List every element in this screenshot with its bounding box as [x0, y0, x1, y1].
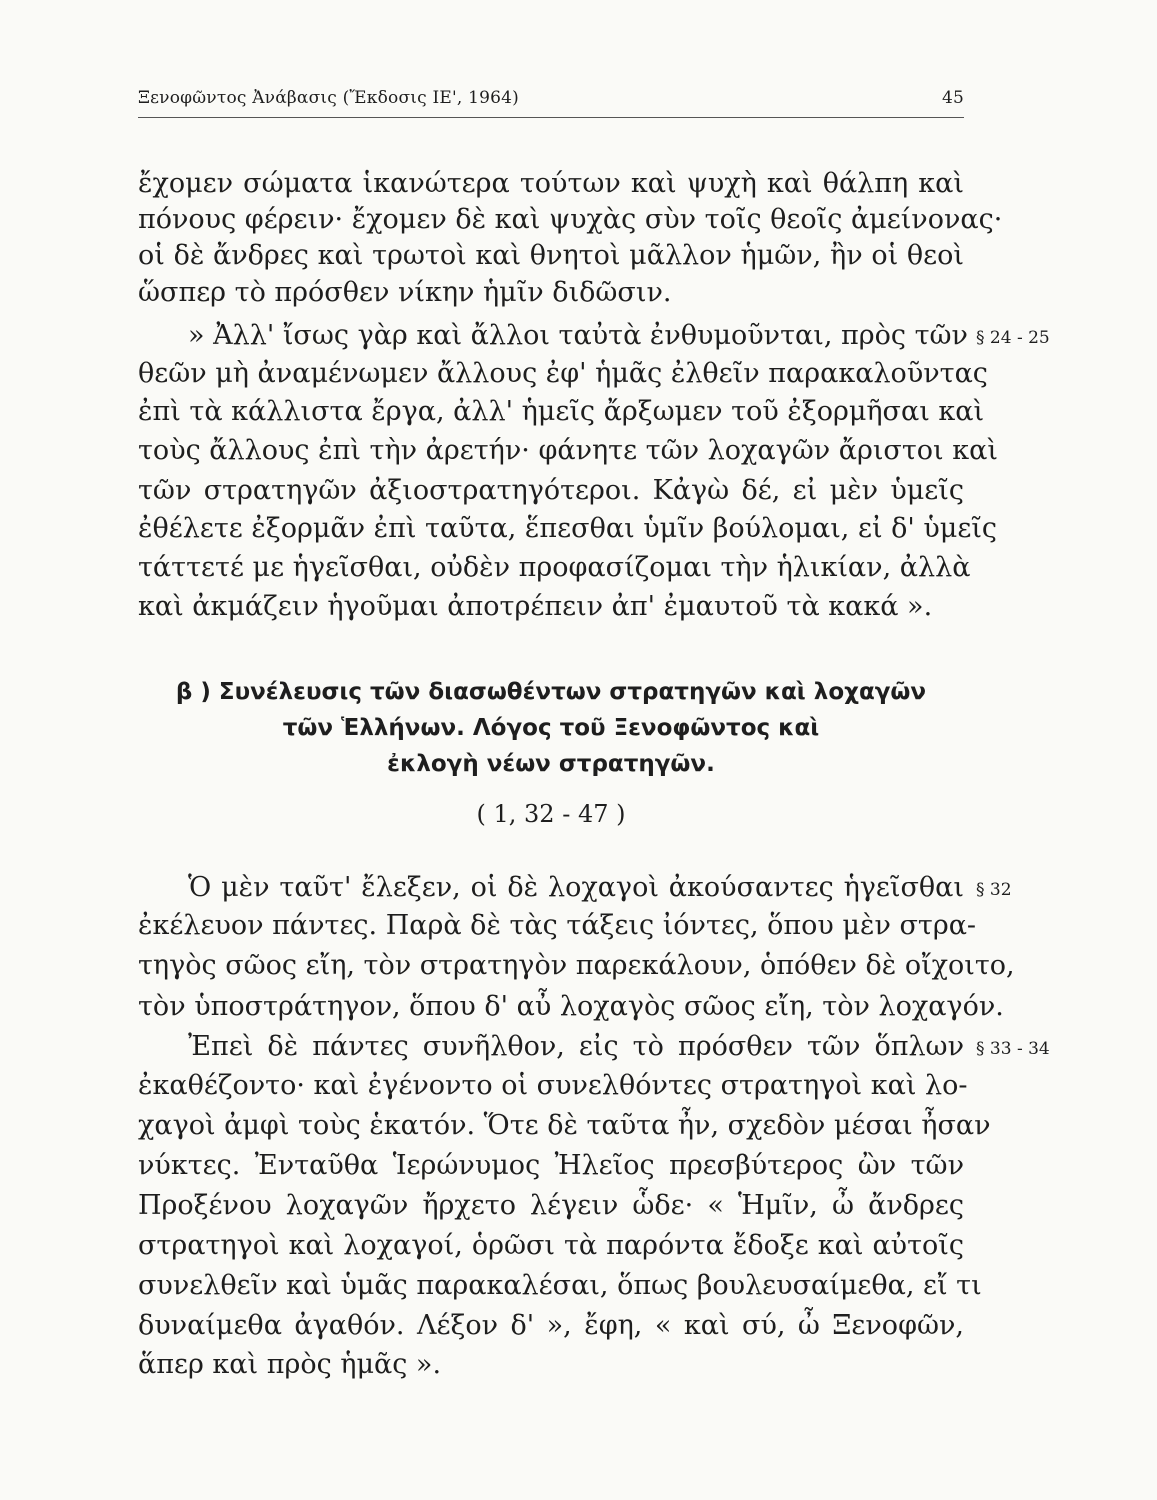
- text-line: οἱ δὲ ἄνδρες καὶ τρωτοὶ καὶ θνητοὶ μᾶλλον ἡμῶν, ἢν οἱ θεοὶ: [138, 240, 964, 271]
- text-line: στρατηγοὶ καὶ λοχαγοί, ὁρῶσι τὰ παρόντα ἔδοξε καὶ αὐτοῖς: [138, 1230, 964, 1261]
- margin-reference: § 32: [976, 880, 1012, 900]
- text-line: τῶν στρατηγῶν ἀξιοστρατηγότεροι. Κἀγὼ δέ, εἰ μὲν ὑμεῖς: [138, 475, 964, 506]
- text-line: Προξένου λοχαγῶν ἤρχετο λέγειν ὧδε· « Ἡμῖν, ὦ ἄνδρες: [138, 1190, 964, 1221]
- text-line: συνελθεῖν καὶ ὑμᾶς παρακαλέσαι, ὅπως βουλευσαίμεθα, εἴ τι: [138, 1270, 982, 1301]
- header-rule: [138, 117, 964, 118]
- text-line: τοὺς ἄλλους ἐπὶ τὴν ἀρετήν· φάνητε τῶν λοχαγῶν ἄριστοι καὶ: [138, 435, 998, 466]
- text-line: ἐκαθέζοντο· καὶ ἐγένοντο οἱ συνελθόντες στρατηγοὶ καὶ λο-: [138, 1070, 968, 1101]
- text-line: ἐθέλετε ἐξορμᾶν ἐπὶ ταῦτα, ἕπεσθαι ὑμῖν βούλομαι, εἰ δ' ὑμεῖς: [138, 513, 998, 544]
- text-line: θεῶν μὴ ἀναμένωμεν ἄλλους ἐφ' ἡμᾶς ἐλθεῖν παρακαλοῦντας: [138, 358, 988, 389]
- margin-reference: § 33 - 34: [976, 1039, 1050, 1059]
- text-line: χαγοὶ ἀμφὶ τοὺς ἑκατόν. Ὅτε δὲ ταῦτα ἦν, σχεδὸν μέσαι ἦσαν: [138, 1110, 991, 1141]
- text-line: Ὁ μὲν ταῦτ' ἔλεξεν, οἱ δὲ λοχαγοὶ ἀκούσαντες ἡγεῖσθαι: [188, 872, 964, 903]
- running-title: Ξενοφῶντος Ἀνάβασις (Ἔκδοσις ΙΕ', 1964): [138, 88, 519, 108]
- page-header: [138, 88, 964, 108]
- text-line: τάττετέ με ἡγεῖσθαι, οὐδὲν προφασίζομαι τὴν ἡλικίαν, ἀλλὰ: [138, 552, 971, 583]
- text-line: » Ἀλλ' ἴσως γὰρ καὶ ἄλλοι ταὐτὰ ἐνθυμοῦνται, πρὸς τῶν: [188, 320, 968, 351]
- section-heading-line: ἐκλογὴ νέων στρατηγῶν.: [387, 751, 715, 777]
- text-line: Ἐπεὶ δὲ πάντες συνῆλθον, εἰς τὸ πρόσθεν τῶν ὅπλων: [188, 1031, 964, 1062]
- text-line: ἔχομεν σώματα ἱκανώτερα τούτων καὶ ψυχὴ καὶ θάλπη καὶ: [138, 168, 964, 199]
- passage-reference: ( 1, 32 - 47 ): [476, 800, 626, 828]
- text-line: τηγὸς σῶος εἴη, τὸν στρατηγὸν παρεκάλουν, ὁπόθεν δὲ οἴχοιτο,: [138, 950, 1015, 981]
- text-line: τὸν ὑποστράτηγον, ὅπου δ' αὖ λοχαγὸς σῶος εἴη, τὸν λοχαγόν.: [138, 991, 1004, 1022]
- text-line: καὶ ἀκμάζειν ἡγοῦμαι ἀποτρέπειν ἀπ' ἐμαυτοῦ τὰ κακά ».: [138, 591, 933, 622]
- text-line: νύκτες. Ἐνταῦθα Ἱερώνυμος Ἠλεῖος πρεσβύτερος ὢν τῶν: [138, 1150, 964, 1181]
- text-line: ἅπερ καὶ πρὸς ἡμᾶς ».: [138, 1349, 442, 1380]
- text-line: πόνους φέρειν· ἔχομεν δὲ καὶ ψυχὰς σὺν τοῖς θεοῖς ἀμείνονας·: [138, 204, 1003, 235]
- page-number: 45: [941, 88, 964, 108]
- section-heading-line: β ) Συνέλευσις τῶν διασωθέντων στρατηγῶν καὶ λοχαγῶν: [175, 679, 927, 705]
- text-line: ἐπὶ τὰ κάλλιστα ἔργα, ἀλλ' ἡμεῖς ἄρξωμεν τοῦ ἐξορμῆσαι καὶ: [138, 396, 985, 427]
- text-line: ὥσπερ τὸ πρόσθεν νίκην ἡμῖν διδῶσιν.: [138, 277, 672, 308]
- text-line: ἐκέλευον πάντες. Παρὰ δὲ τὰς τάξεις ἰόντες, ὅπου μὲν στρα-: [138, 910, 977, 941]
- margin-reference: § 24 - 25: [976, 328, 1050, 348]
- text-line: δυναίμεθα ἀγαθόν. Λέξον δ' », ἔφη, « καὶ σύ, ὦ Ξενοφῶν,: [138, 1310, 964, 1341]
- section-heading-line: τῶν Ἑλλήνων. Λόγος τοῦ Ξενοφῶντος καὶ: [282, 715, 820, 741]
